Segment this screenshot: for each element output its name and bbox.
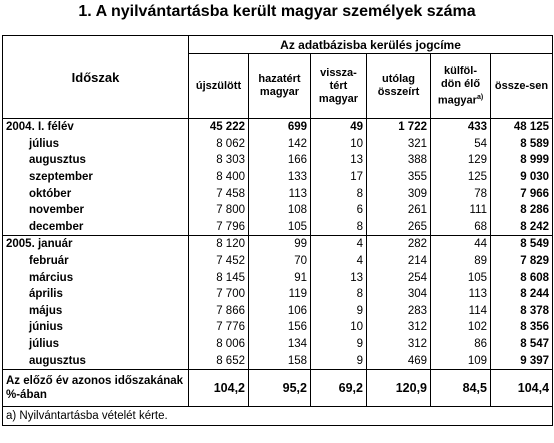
table-cell: 9 bbox=[311, 352, 367, 369]
table-row bbox=[3, 152, 553, 169]
column-header bbox=[367, 54, 431, 119]
table-cell: 9 030 bbox=[491, 169, 553, 186]
group-header: Az adatbázisba kerülés jogcíme bbox=[189, 36, 553, 54]
table-cell: 142 bbox=[249, 136, 311, 153]
table-cell: 8 999 bbox=[491, 152, 553, 169]
data-table bbox=[2, 35, 553, 426]
row-period: április bbox=[3, 286, 189, 303]
column-header-label: vissza-tért magyar bbox=[318, 66, 359, 105]
table-cell: 68 bbox=[431, 219, 491, 236]
column-header-label: utólag összeírt bbox=[377, 73, 420, 98]
table-cell: 78 bbox=[431, 185, 491, 202]
table-cell: 108 bbox=[249, 202, 311, 219]
table-row bbox=[3, 336, 553, 353]
table-cell: 8 549 bbox=[491, 236, 553, 253]
table-cell: 8 400 bbox=[189, 169, 249, 186]
table-cell: 304 bbox=[367, 286, 431, 303]
table-cell: 49 bbox=[311, 119, 367, 136]
table-cell: 99 bbox=[249, 236, 311, 253]
table-cell: 8 bbox=[311, 185, 367, 202]
table-cell: 282 bbox=[367, 236, 431, 253]
table-cell: 166 bbox=[249, 152, 311, 169]
table-cell: 70 bbox=[249, 253, 311, 270]
table-cell: 7 800 bbox=[189, 202, 249, 219]
table-cell: 8 589 bbox=[491, 136, 553, 153]
table-cell: 8 286 bbox=[491, 202, 553, 219]
table-cell: 86 bbox=[431, 336, 491, 353]
row-period: július bbox=[3, 336, 189, 353]
table-row bbox=[3, 119, 553, 136]
table-cell: 7 700 bbox=[189, 286, 249, 303]
table-cell: 312 bbox=[367, 319, 431, 336]
table-cell: 7 866 bbox=[189, 303, 249, 320]
row-period: augusztus bbox=[3, 152, 189, 169]
table-cell: 8 145 bbox=[189, 269, 249, 286]
table-cell: 355 bbox=[367, 169, 431, 186]
table-cell: 44 bbox=[431, 236, 491, 253]
table-cell: 6 bbox=[311, 202, 367, 219]
column-header-label: hazatért magyar bbox=[258, 73, 301, 98]
table-row bbox=[3, 219, 553, 236]
table-cell: 8 608 bbox=[491, 269, 553, 286]
table-cell: 113 bbox=[431, 286, 491, 303]
table-row bbox=[3, 185, 553, 202]
column-header bbox=[189, 54, 249, 119]
table-cell: 7 452 bbox=[189, 253, 249, 270]
table-cell: 54 bbox=[431, 136, 491, 153]
table-cell: 7 796 bbox=[189, 219, 249, 236]
percentage-row-label: Az előző év azonos időszakának %-ában bbox=[3, 369, 189, 406]
table-row bbox=[3, 269, 553, 286]
table-cell: 106 bbox=[249, 303, 311, 320]
table-cell: 45 222 bbox=[189, 119, 249, 136]
table-cell: 261 bbox=[367, 202, 431, 219]
table-cell: 134 bbox=[249, 336, 311, 353]
table-cell: 7 458 bbox=[189, 185, 249, 202]
row-period: május bbox=[3, 303, 189, 320]
table-cell: 283 bbox=[367, 303, 431, 320]
table-cell: 8 242 bbox=[491, 219, 553, 236]
table-cell: 309 bbox=[367, 185, 431, 202]
table-cell: 158 bbox=[249, 352, 311, 369]
column-header-label: újszülött bbox=[195, 79, 242, 92]
table-cell: 4 bbox=[311, 236, 367, 253]
percentage-cell: 104,4 bbox=[491, 369, 553, 406]
page-title: 1. A nyilvántartásba került magyar személyek száma bbox=[78, 3, 476, 20]
row-period: szeptember bbox=[3, 169, 189, 186]
table-cell: 9 bbox=[311, 303, 367, 320]
table-cell: 8 006 bbox=[189, 336, 249, 353]
table-cell: 7 776 bbox=[189, 319, 249, 336]
footnote-row bbox=[3, 406, 553, 425]
table-row bbox=[3, 319, 553, 336]
table-cell: 8 652 bbox=[189, 352, 249, 369]
table-cell: 8 244 bbox=[491, 286, 553, 303]
table-cell: 4 bbox=[311, 253, 367, 270]
column-header-label: külföl-dön élő magyar bbox=[437, 64, 481, 107]
column-header bbox=[249, 54, 311, 119]
table-row bbox=[3, 202, 553, 219]
percentage-cell: 84,5 bbox=[431, 369, 491, 406]
row-period: november bbox=[3, 202, 189, 219]
table-cell: 265 bbox=[367, 219, 431, 236]
period-header: Időszak bbox=[3, 36, 189, 119]
column-header bbox=[311, 54, 367, 119]
table-cell: 699 bbox=[249, 119, 311, 136]
table-cell: 133 bbox=[249, 169, 311, 186]
table-cell: 10 bbox=[311, 319, 367, 336]
footnote-marker: a) bbox=[476, 93, 484, 101]
row-period: június bbox=[3, 319, 189, 336]
table-cell: 105 bbox=[249, 219, 311, 236]
column-header bbox=[491, 54, 553, 119]
table-cell: 8 378 bbox=[491, 303, 553, 320]
table-cell: 10 bbox=[311, 136, 367, 153]
table-cell: 8 356 bbox=[491, 319, 553, 336]
row-period: október bbox=[3, 185, 189, 202]
table-row bbox=[3, 169, 553, 186]
table-cell: 9 bbox=[311, 336, 367, 353]
table-cell: 8 547 bbox=[491, 336, 553, 353]
row-period: december bbox=[3, 219, 189, 236]
table-cell: 7 829 bbox=[491, 253, 553, 270]
table-cell: 388 bbox=[367, 152, 431, 169]
percentage-cell: 69,2 bbox=[311, 369, 367, 406]
table-cell: 156 bbox=[249, 319, 311, 336]
table-cell: 125 bbox=[431, 169, 491, 186]
table-cell: 8 120 bbox=[189, 236, 249, 253]
row-period: július bbox=[3, 136, 189, 153]
table-cell: 13 bbox=[311, 152, 367, 169]
table-cell: 111 bbox=[431, 202, 491, 219]
table-cell: 91 bbox=[249, 269, 311, 286]
table-cell: 113 bbox=[249, 185, 311, 202]
percentage-cell: 104,2 bbox=[189, 369, 249, 406]
table-row bbox=[3, 236, 553, 253]
row-period: 2004. I. félév bbox=[3, 119, 189, 136]
table-cell: 8 bbox=[311, 219, 367, 236]
table-cell: 1 722 bbox=[367, 119, 431, 136]
percentage-cell: 95,2 bbox=[249, 369, 311, 406]
table-cell: 8 062 bbox=[189, 136, 249, 153]
table-cell: 7 966 bbox=[491, 185, 553, 202]
table-cell: 13 bbox=[311, 269, 367, 286]
table-cell: 8 303 bbox=[189, 152, 249, 169]
table-cell: 214 bbox=[367, 253, 431, 270]
footnote: a) Nyilvántartásba vételét kérte. bbox=[3, 406, 553, 425]
table-cell: 109 bbox=[431, 352, 491, 369]
table-row bbox=[3, 303, 553, 320]
row-period: augusztus bbox=[3, 352, 189, 369]
row-period: február bbox=[3, 253, 189, 270]
table-cell: 433 bbox=[431, 119, 491, 136]
row-period: 2005. január bbox=[3, 236, 189, 253]
percentage-row bbox=[3, 369, 553, 406]
table-cell: 469 bbox=[367, 352, 431, 369]
percentage-cell: 120,9 bbox=[367, 369, 431, 406]
table-cell: 48 125 bbox=[491, 119, 553, 136]
table-cell: 312 bbox=[367, 336, 431, 353]
table-cell: 321 bbox=[367, 136, 431, 153]
column-header bbox=[431, 54, 491, 119]
table-row bbox=[3, 253, 553, 270]
table-cell: 89 bbox=[431, 253, 491, 270]
table-cell: 102 bbox=[431, 319, 491, 336]
table-cell: 119 bbox=[249, 286, 311, 303]
table-cell: 254 bbox=[367, 269, 431, 286]
table-cell: 9 397 bbox=[491, 352, 553, 369]
row-period: március bbox=[3, 269, 189, 286]
table-cell: 129 bbox=[431, 152, 491, 169]
table-cell: 8 bbox=[311, 286, 367, 303]
column-header-label: össze-sen bbox=[494, 79, 549, 92]
table-cell: 105 bbox=[431, 269, 491, 286]
table-row bbox=[3, 352, 553, 369]
table-row bbox=[3, 136, 553, 153]
table-cell: 114 bbox=[431, 303, 491, 320]
table-row bbox=[3, 286, 553, 303]
table-cell: 17 bbox=[311, 169, 367, 186]
